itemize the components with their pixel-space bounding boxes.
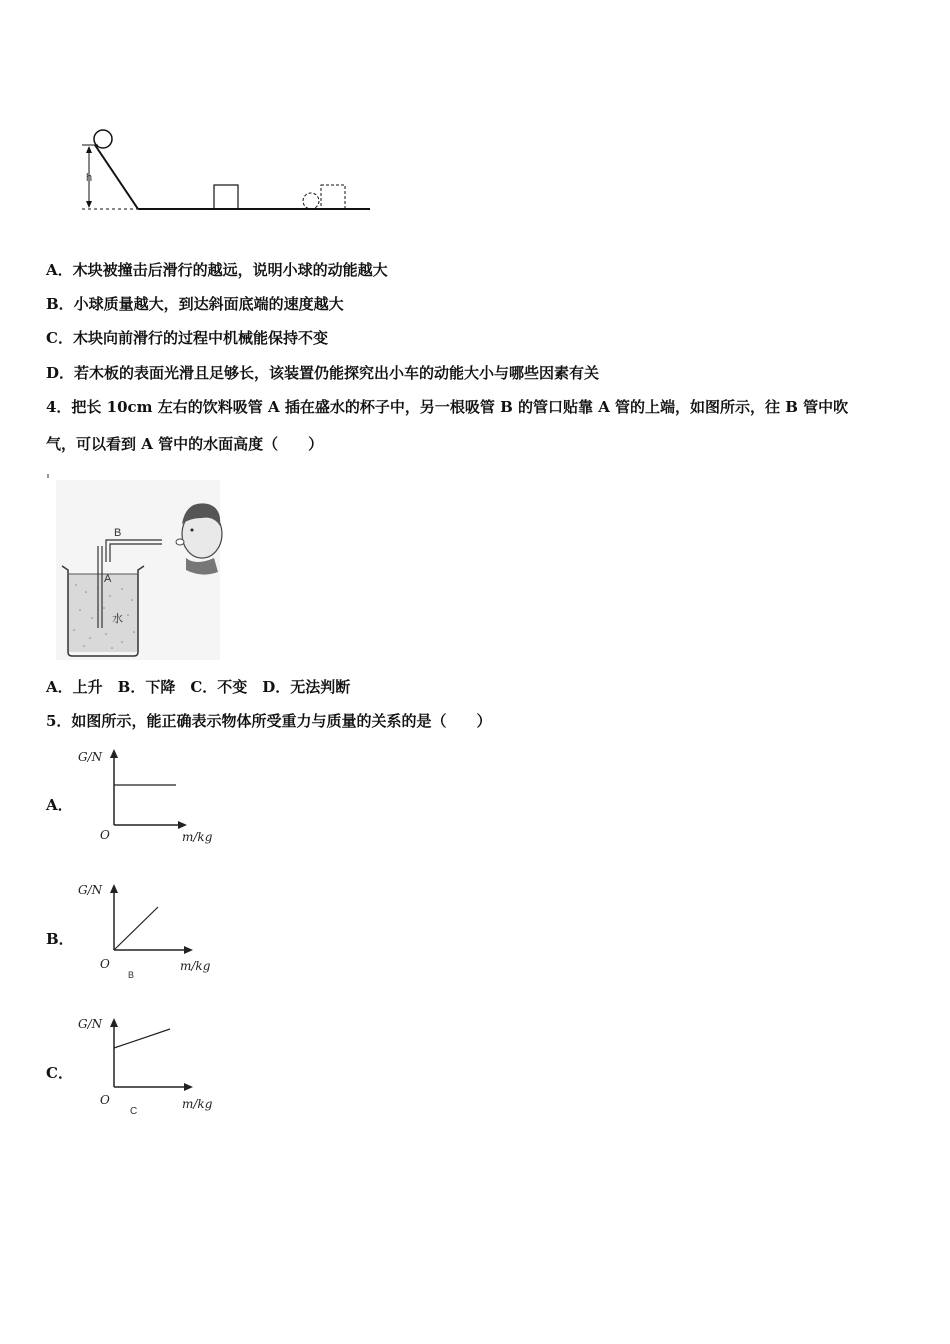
q3-incline-figure	[70, 125, 380, 220]
graph-c-y-arrow	[110, 1018, 118, 1027]
height-arrow-up	[86, 146, 92, 153]
q5-graph-a	[70, 745, 220, 850]
q3-option-d: D．若木板的表面光滑且足够长，该装置仍能探究出小车的动能大小与哪些因素有关	[46, 364, 600, 382]
q4-stem-line1: 4．把长 10cm 左右的饮料吸管 A 插在盛水的杯子中，另一根吸管 B 的管口贴靠 A 管的上端，如图所示，往 B 管中吹	[46, 398, 849, 416]
q3-option-a: A．木块被撞击后滑行的越远，说明小球的动能越大	[46, 261, 388, 279]
graph-a-origin: O	[100, 828, 110, 842]
ball-dashed	[303, 193, 319, 209]
straw-a-label: A	[104, 573, 112, 585]
graph-c-caption: C	[130, 1106, 138, 1117]
graph-b-y-label: G/N	[78, 883, 103, 897]
q4-options: A．上升 B．下降 C．不变 D．无法判断	[46, 678, 351, 696]
wood-block-dashed	[321, 185, 345, 209]
graph-b-y-arrow	[110, 884, 118, 893]
graph-c-x-label: m/kg	[182, 1097, 213, 1111]
q5-option-a-label: A．	[46, 796, 73, 814]
graph-b-origin: O	[100, 957, 110, 971]
q4-straw-figure	[46, 470, 226, 665]
graph-b-caption: B	[128, 970, 135, 980]
graph-c-y-label: G/N	[78, 1017, 103, 1031]
straw-b-label: B	[114, 527, 122, 539]
water-label: 水	[112, 613, 123, 625]
q5-graph-c	[70, 1012, 220, 1117]
q5-option-b-label: B．	[46, 930, 74, 948]
q3-option-c: C．木块向前滑行的过程中机械能保持不变	[46, 329, 328, 347]
q5-graph-b	[70, 878, 220, 983]
q3-option-b: B．小球质量越大，到达斜面底端的速度越大	[46, 295, 344, 313]
graph-c-x-arrow	[184, 1083, 193, 1091]
graph-a-y-label: G/N	[78, 750, 103, 764]
q5-option-c-label: C．	[46, 1064, 73, 1082]
graph-c-origin: O	[100, 1093, 110, 1107]
height-label: h	[86, 172, 93, 184]
graph-b-x-arrow	[184, 946, 193, 954]
height-arrow-down	[86, 201, 92, 208]
wood-block	[214, 185, 238, 209]
graph-a-y-arrow	[110, 749, 118, 758]
graph-c-series-line	[114, 1029, 170, 1048]
graph-b-series-line	[114, 907, 158, 950]
graph-b-x-label: m/kg	[180, 959, 211, 973]
graph-a-x-arrow	[178, 821, 187, 829]
incline-slope	[95, 145, 138, 209]
graph-a-x-label: m/kg	[182, 830, 213, 844]
q4-stem-line2: 气，可以看到 A 管中的水面高度（ ）	[46, 435, 324, 453]
q5-stem: 5．如图所示，能正确表示物体所受重力与质量的关系的是（ ）	[46, 712, 492, 730]
water	[68, 574, 138, 652]
